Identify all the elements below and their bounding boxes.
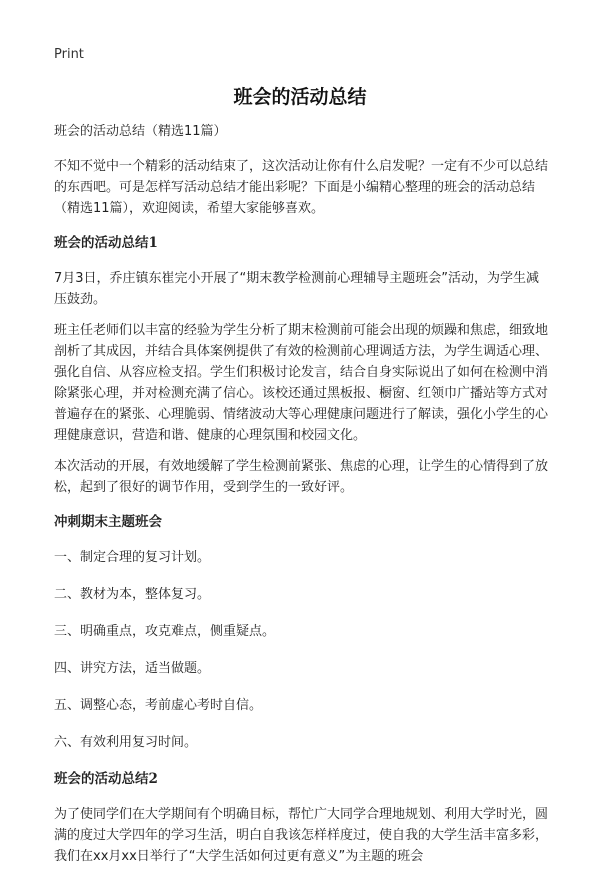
list-item: 一、制定合理的复习计划。 (54, 550, 211, 565)
section-heading: 班会的活动总结1 (54, 235, 158, 251)
list-item: 二、教材为本，整体复习。 (54, 587, 211, 602)
list-item: 五、调整心态，考前虚心考时自信。 (54, 698, 263, 713)
article-body (54, 121, 550, 877)
paragraph: 7月3日，乔庄镇东崔完小开展了“期末教学检测前心理辅导主题班会”活动，为学生减压鼓劲。 (54, 271, 540, 307)
section-heading: 班会的活动总结2 (54, 771, 158, 787)
print-link[interactable]: Print (54, 47, 84, 62)
paragraph: 班主任老师们以丰富的经验为学生分析了期末检测前可能会出现的烦躁和焦虑，细致地剖析了其成因，并结合具体案例提供了有效的检测前心理调适方法，为学生调适心理、强化自信、从容应检支招。学生们积极讨论发言，结合自身实际说出了如何在检测中消除紧张心理，并对检测充满了信心。该校还通过黑板报、橱窗、红领巾广播站等方式对普遍存在的紧张、心理脆弱、情绪波动大等心理健康问题进行了解读，强化小学生的心理健康意识，营造和谐、健康的心理氛围和校园文化。 (54, 323, 549, 443)
paragraph: 为了使同学们在大学期间有个明确目标，帮忙广大同学合理地规划、利用大学时光，圆满的度过大学四年的学习生活，明白自我该怎样样度过，使自我的大学生活丰富多彩，我们在xx月xx日举行了“大学生活如何过更有意义”为主题的班会 (54, 807, 549, 864)
list-item: 四、讲究方法，适当做题。 (54, 661, 211, 676)
page-title: 班会的活动总结 (233, 86, 367, 108)
section-heading: 冲刺期末主题班会 (54, 514, 162, 530)
list-item: 三、明确重点，攻克难点，侧重疑点。 (54, 624, 276, 639)
intro-paragraph: 不知不觉中一个精彩的活动结束了，这次活动让你有什么启发呢？一定有不少可以总结的东西吧。可是怎样写活动总结才能出彩呢？下面是小编精心整理的班会的活动总结（精选11篇），欢迎阅读，希望大家能够喜欢。 (54, 159, 549, 216)
paragraph: 本次活动的开展，有效地缓解了学生检测前紧张、焦虑的心理，让学生的心情得到了放松，起到了很好的调节作用，受到学生的一致好评。 (54, 459, 549, 495)
article-subtitle: 班会的活动总结（精选11篇） (54, 124, 227, 139)
list-item: 六、有效利用复习时间。 (54, 735, 198, 750)
